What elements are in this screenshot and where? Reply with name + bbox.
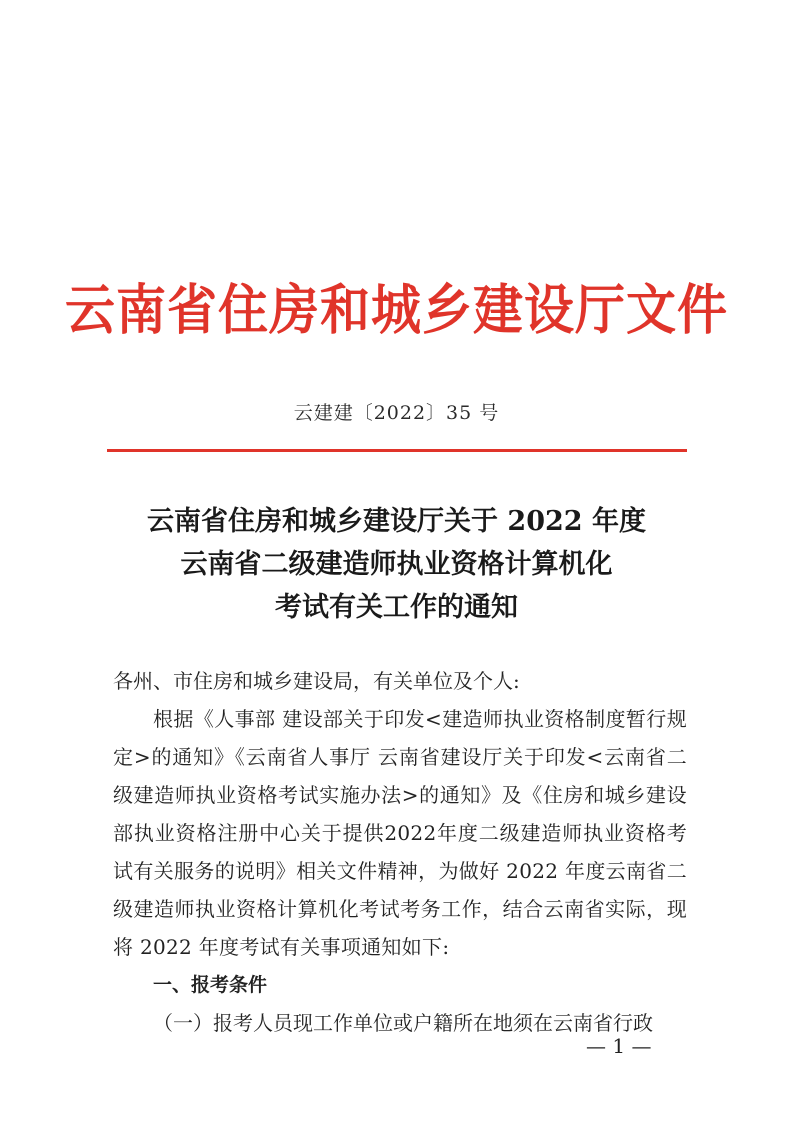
red-divider-line: [107, 449, 687, 452]
notice-title-line: 云南省二级建造师执业资格计算机化: [180, 549, 613, 580]
document-number: 云建建〔2022〕35 号: [293, 402, 500, 424]
intro-paragraph: 根据《人事部 建设部关于印发<建造师执业资格制度暂行规定>的通知》《云南省人事厅 云南省建设厅关于印发<云南省二级建造师执业资格考试实施办法>的通知》及《住房和城乡建设部执业资格注册中心关于提供2022年度二级建造师执业资格考试有关服务的说明》相关文件精神，为做好 2022 年度云南省二级建造师执业资格计算机化考试考务工作，结合云南省实际，现将 2022 年度考试有关事项通知如下:: [113, 707, 687, 959]
notice-body: [113, 662, 687, 1042]
addressee-line: 各州、市住房和城乡建设局，有关单位及个人:: [113, 669, 520, 693]
notice-title-line: 考试有关工作的通知: [275, 592, 518, 623]
clause-item: （一）报考人员现工作单位或户籍所在地须在云南省行政: [153, 1011, 653, 1035]
notice-title-line: 云南省住房和城乡建设厅关于 2022 年度: [147, 506, 646, 537]
section-heading: 一、报考条件: [153, 974, 268, 996]
page-number: — 1 —: [586, 1034, 652, 1058]
issuing-organization-title: 云南省住房和城乡建设厅文件: [65, 279, 728, 342]
notice-title: [0, 500, 793, 629]
